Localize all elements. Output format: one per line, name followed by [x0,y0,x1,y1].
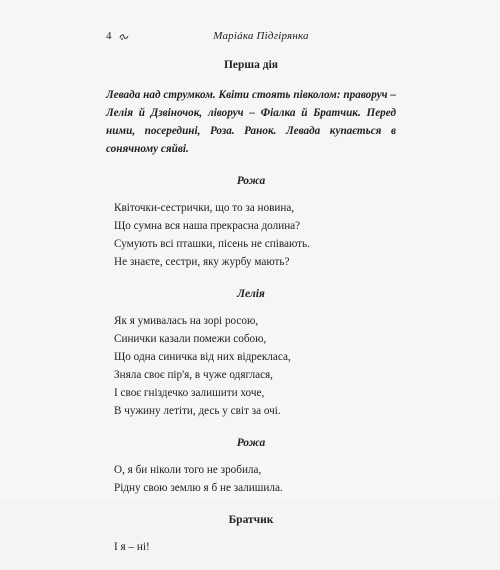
verse-block [114,312,396,420]
verse-line: Сумують всі пташки, пісень не співають. [114,238,310,250]
verse-block [114,199,396,271]
verse-line: Квіточки-сестрички, що то за новина, [114,202,295,214]
verse-line: В чужину летіти, десь у світ за очі. [114,405,281,417]
speaker-name: Рожа [236,175,266,187]
stage-direction: Левада над струмком. Квіти стоять півколом: праворуч – Лелія й Дзвіночок, ліворуч – Фіалка й Братчик. Перед ними, посередині, Роза. Ранок. Левада купається в сонячному сяйві. [106,89,396,155]
ornament-icon [119,33,129,41]
verse-line: Зняла своє пір'я, в чуже одяглася, [114,369,273,381]
verse-line: О, я би ніколи того не зробила, [114,464,262,476]
verse-line: Не знаєте, сестри, яку журбу мають? [114,256,290,268]
act-title: Перша дія [223,59,278,71]
speaker-name: Братчик [228,514,274,526]
running-head: Маріáка Підгірянка [213,30,309,42]
speaker-name: Лелія [237,288,265,300]
verse-line: Синички казали помежи собою, [114,333,267,345]
verse-line: Що сумна вся наша прекрасна долина? [114,220,301,232]
page-number: 4 [106,30,112,42]
verse-line: Рідну свою землю я б не залишила. [114,482,283,494]
verse-block [114,461,396,497]
verse-block [114,538,396,556]
verse-line: І я – ні! [114,541,150,553]
page-header [106,30,406,46]
verse-line: Як я умивалась на зорі росою, [114,315,259,327]
verse-line: І своє гніздечко залишити хоче, [114,387,265,399]
speaker-name: Рожа [236,437,266,449]
verse-line: Що одна синичка від них відрекласа, [114,351,291,363]
play-text [106,56,396,570]
